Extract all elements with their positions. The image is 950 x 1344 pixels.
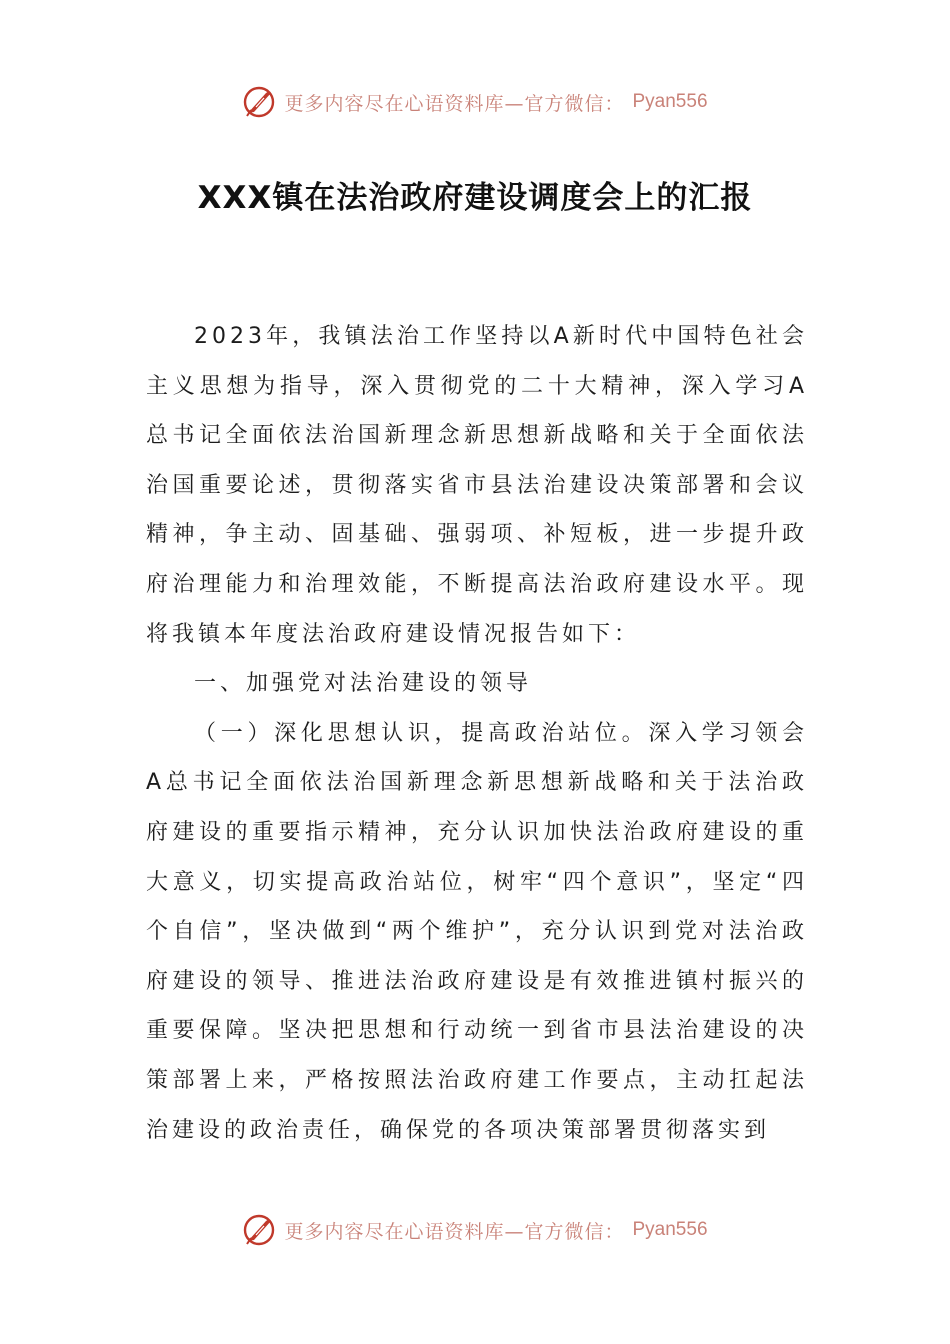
- watermark-wechat-id: Pyan556: [632, 91, 708, 112]
- watermark-header: [0, 80, 950, 124]
- quill-pen-logo-icon: [242, 85, 276, 119]
- quill-pen-logo-icon: [242, 1213, 276, 1247]
- document-body: [146, 312, 808, 1155]
- paragraph-intro: 2023年，我镇法治工作坚持以A新时代中国特色社会主义思想为指导，深入贯彻党的二十大精神，深入学习A总书记全面依法治国新理念新思想新战略和关于全面依法治国重要论述，贯彻落实省市县法治建设决策部署和会议精神，争主动、固基础、强弱项、补短板，进一步提升政府治理能力和治理效能，不断提高法治政府建设水平。现将我镇本年度法治政府建设情况报告如下：: [146, 324, 808, 647]
- section-heading: 一、加强党对法治建设的领导: [194, 671, 533, 697]
- document-title: XXX镇在法治政府建设调度会上的汇报: [197, 180, 753, 216]
- watermark-text: 更多内容尽在心语资料库—官方微信：: [284, 1220, 625, 1243]
- watermark-footer: [0, 1208, 950, 1252]
- watermark-wechat-id: Pyan556: [632, 1219, 708, 1240]
- watermark-text: 更多内容尽在心语资料库—官方微信：: [284, 92, 625, 115]
- paragraph-subsection: （一）深化思想认识，提高政治站位。深入学习领会A总书记全面依法治国新理念新思想新战略和关于法治政府建设的重要指示精神，充分认识加快法治政府建设的重大意义，切实提高政治站位，树牢“四个意识”，坚定“四个自信”，坚决做到“两个维护”，充分认识到党对法治政府建设的领导、推进法治政府建设是有效推进镇村振兴的重要保障。坚决把思想和行动统一到省市县法治建设的决策部署上来，严格按照法治政府建工作要点，主动扛起法治建设的政治责任，确保党的各项决策部署贯彻落实到: [146, 720, 808, 1143]
